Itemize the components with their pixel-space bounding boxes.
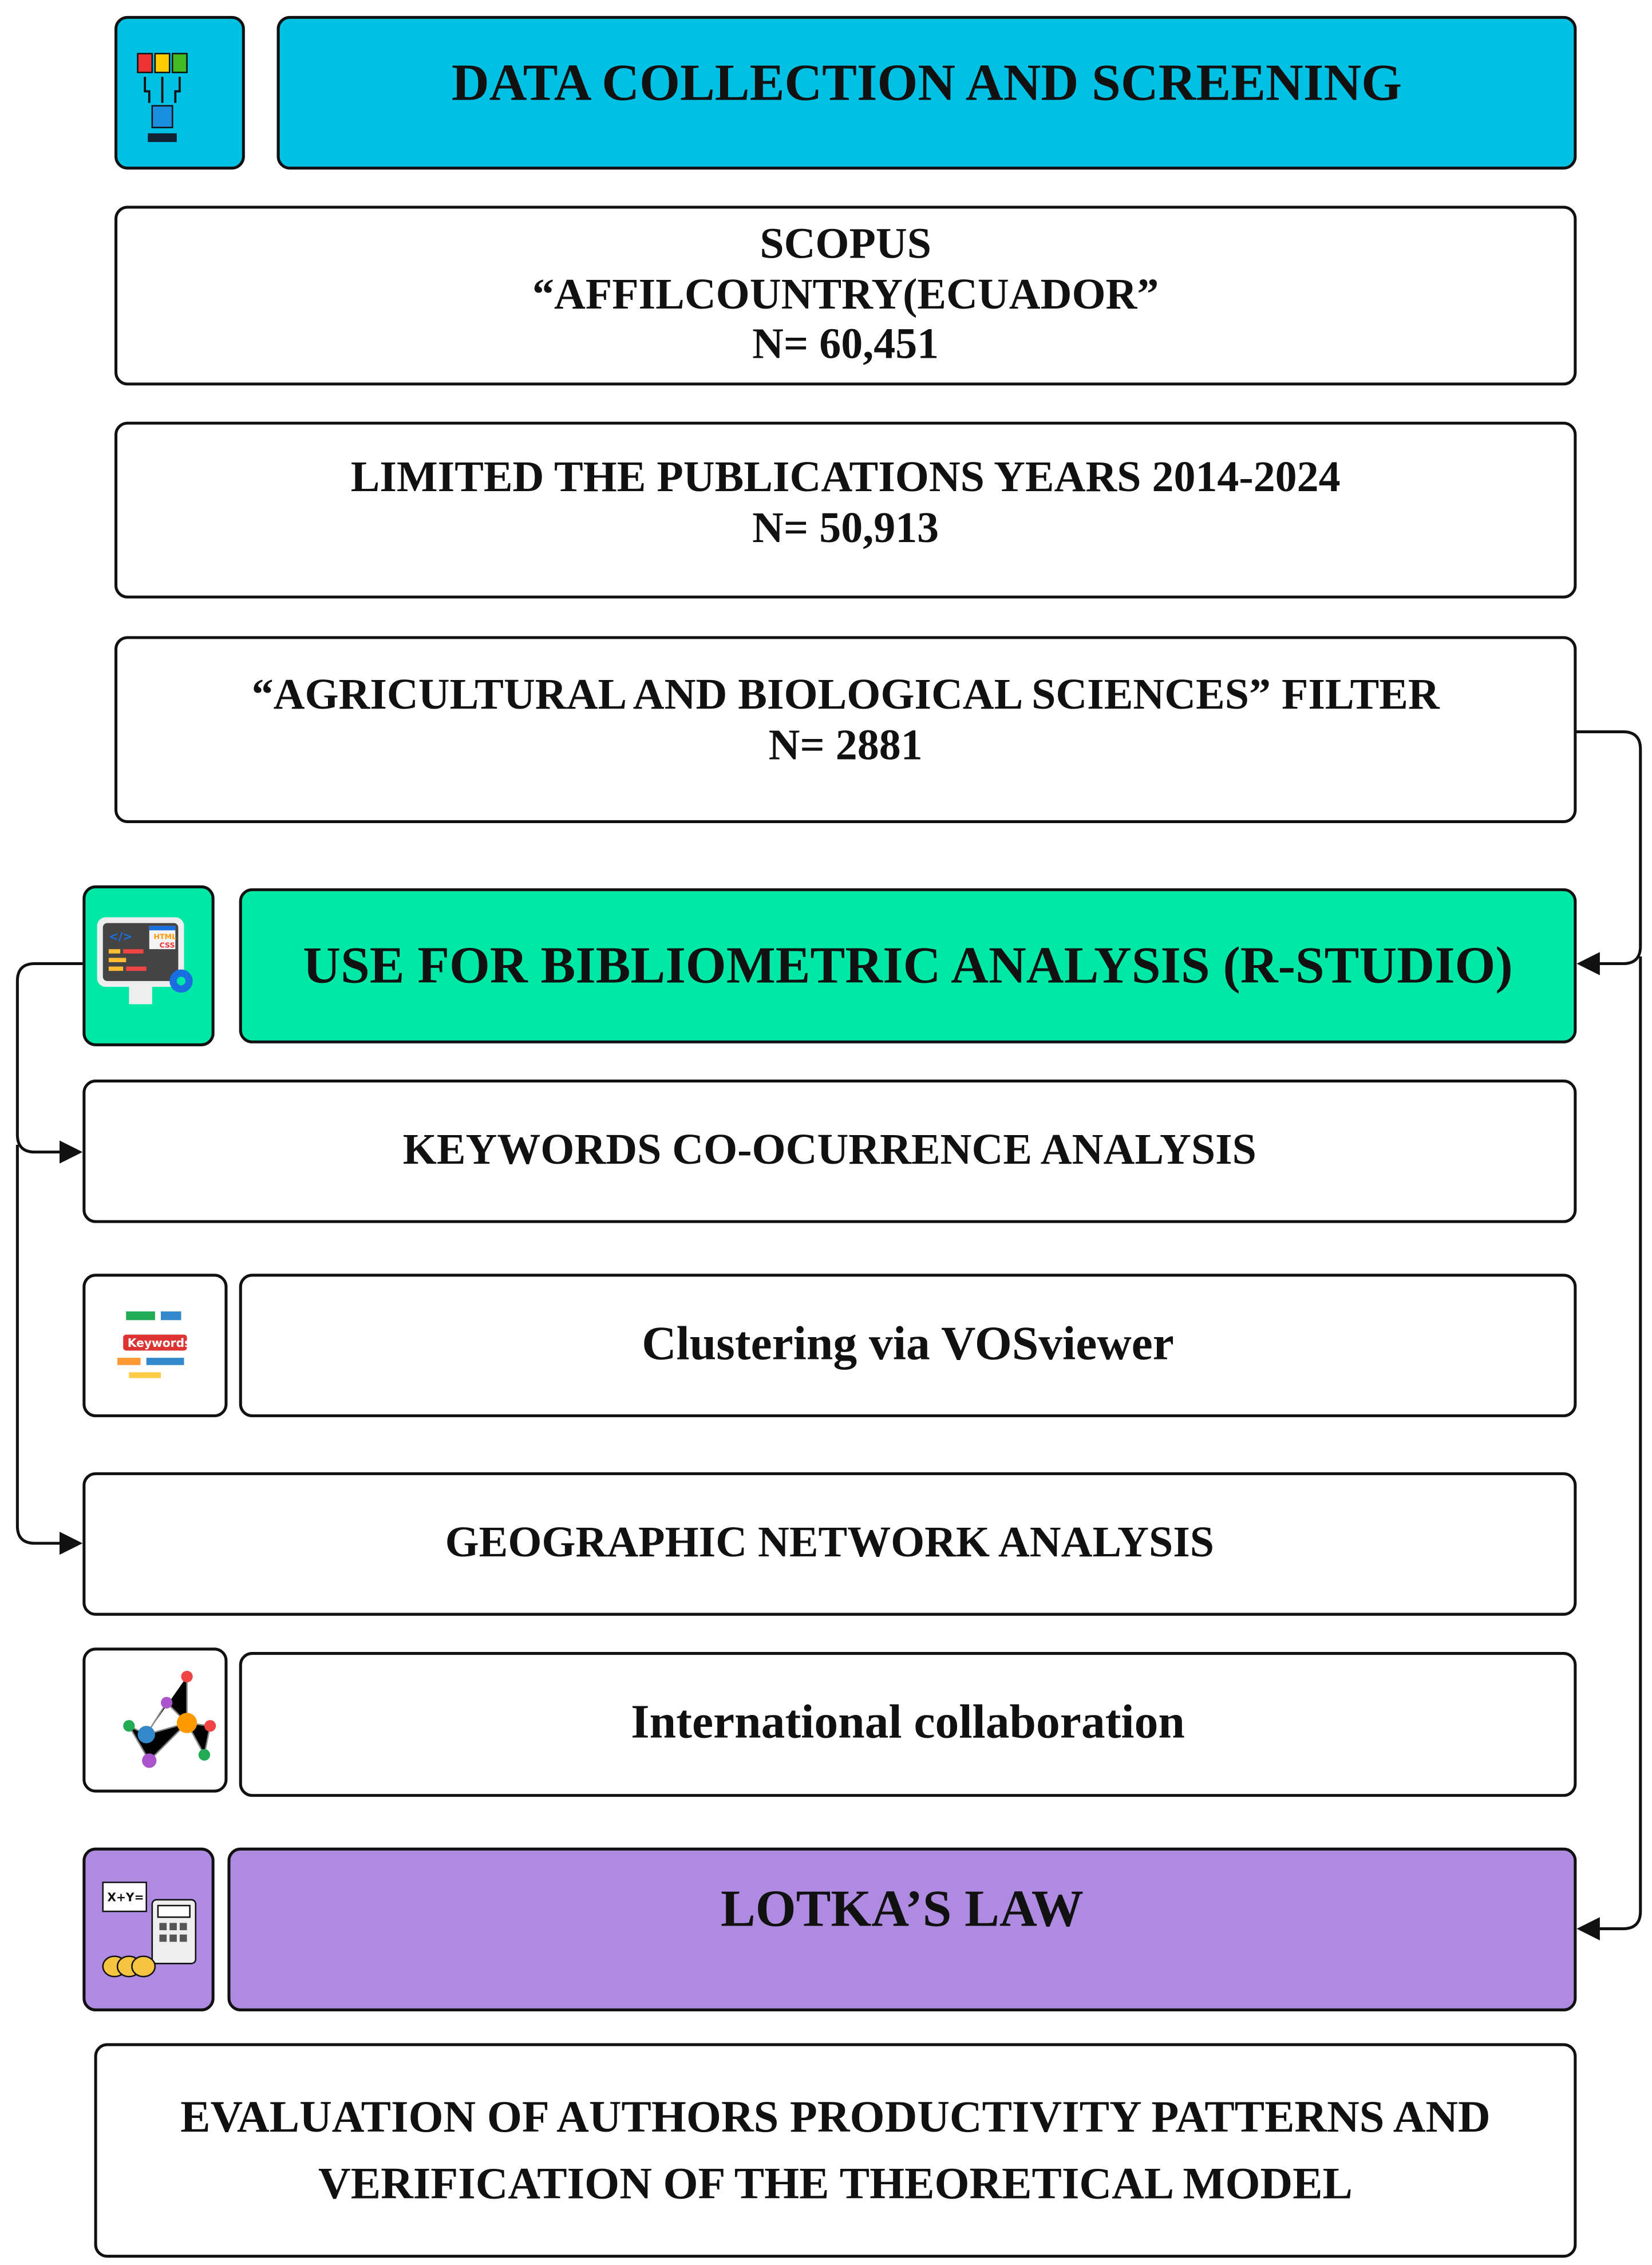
stage-title-bibliometric-analysis — [239, 888, 1577, 1043]
stage-title-lotkas-law — [227, 1848, 1576, 2011]
limited-years-count: N= 50,913 — [752, 503, 939, 552]
keywords-icon — [82, 1274, 227, 1417]
scopus-box — [114, 205, 1576, 385]
subject-filter-box — [114, 636, 1576, 823]
scopus-label: SCOPUS — [760, 220, 931, 268]
network-icon — [82, 1647, 227, 1792]
evaluation-line-1: EVALUATION OF AUTHORS PRODUCTIVITY PATTERNS AND — [180, 2090, 1491, 2141]
svg-text:X+Y=: X+Y= — [107, 1890, 144, 1904]
international-collaboration-box — [239, 1652, 1577, 1797]
connector-right — [1575, 732, 1641, 963]
clustering-label: Clustering via VOSviewer — [642, 1318, 1174, 1370]
keywords-analysis-label: KEYWORDS CO-OCURRENCE ANALYSIS — [402, 1126, 1256, 1175]
connector-right-lotka — [1579, 956, 1640, 1929]
svg-text:CSS: CSS — [159, 940, 175, 950]
scopus-count: N= 60,451 — [752, 321, 939, 369]
connector-left-keywords — [17, 964, 82, 1152]
subject-filter-label: “AGRICULTURAL AND BIOLOGICAL SCIENCES” FILTER — [251, 671, 1440, 719]
calculator-icon — [82, 1848, 214, 2011]
svg-text:</>: </> — [108, 930, 133, 944]
svg-text:HTML: HTML — [153, 932, 177, 941]
evaluation-box — [94, 2043, 1577, 2258]
international-collaboration-label: International collaboration — [631, 1697, 1185, 1749]
connector-left-geo — [17, 1145, 80, 1543]
subject-filter-count: N= 2881 — [768, 721, 923, 769]
stage-title-data-collection — [277, 16, 1577, 169]
keywords-analysis-box — [82, 1080, 1576, 1223]
svg-text:Keywords: Keywords — [127, 1336, 192, 1350]
stage-title-text: DATA COLLECTION AND SCREENING — [451, 53, 1402, 112]
stage-title-text: LOTKA’S LAW — [720, 1879, 1084, 1938]
evaluation-line-2: VERIFICATION OF THE THEORETICAL MODEL — [318, 2157, 1353, 2209]
computer-code-icon — [82, 886, 214, 1046]
limited-years-box — [114, 422, 1576, 599]
limited-years-label: LIMITED THE PUBLICATIONS YEARS 2014-2024 — [350, 453, 1341, 501]
stage-title-text: USE FOR BIBLIOMETRIC ANALYSIS (R-STUDIO) — [303, 935, 1513, 994]
geographic-analysis-box — [82, 1472, 1576, 1616]
scopus-query: “AFFILCOUNTRY(ECUADOR” — [532, 270, 1159, 319]
clustering-box — [239, 1274, 1577, 1417]
geographic-analysis-label: GEOGRAPHIC NETWORK ANALYSIS — [445, 1519, 1215, 1567]
data-collection-icon — [114, 16, 245, 169]
